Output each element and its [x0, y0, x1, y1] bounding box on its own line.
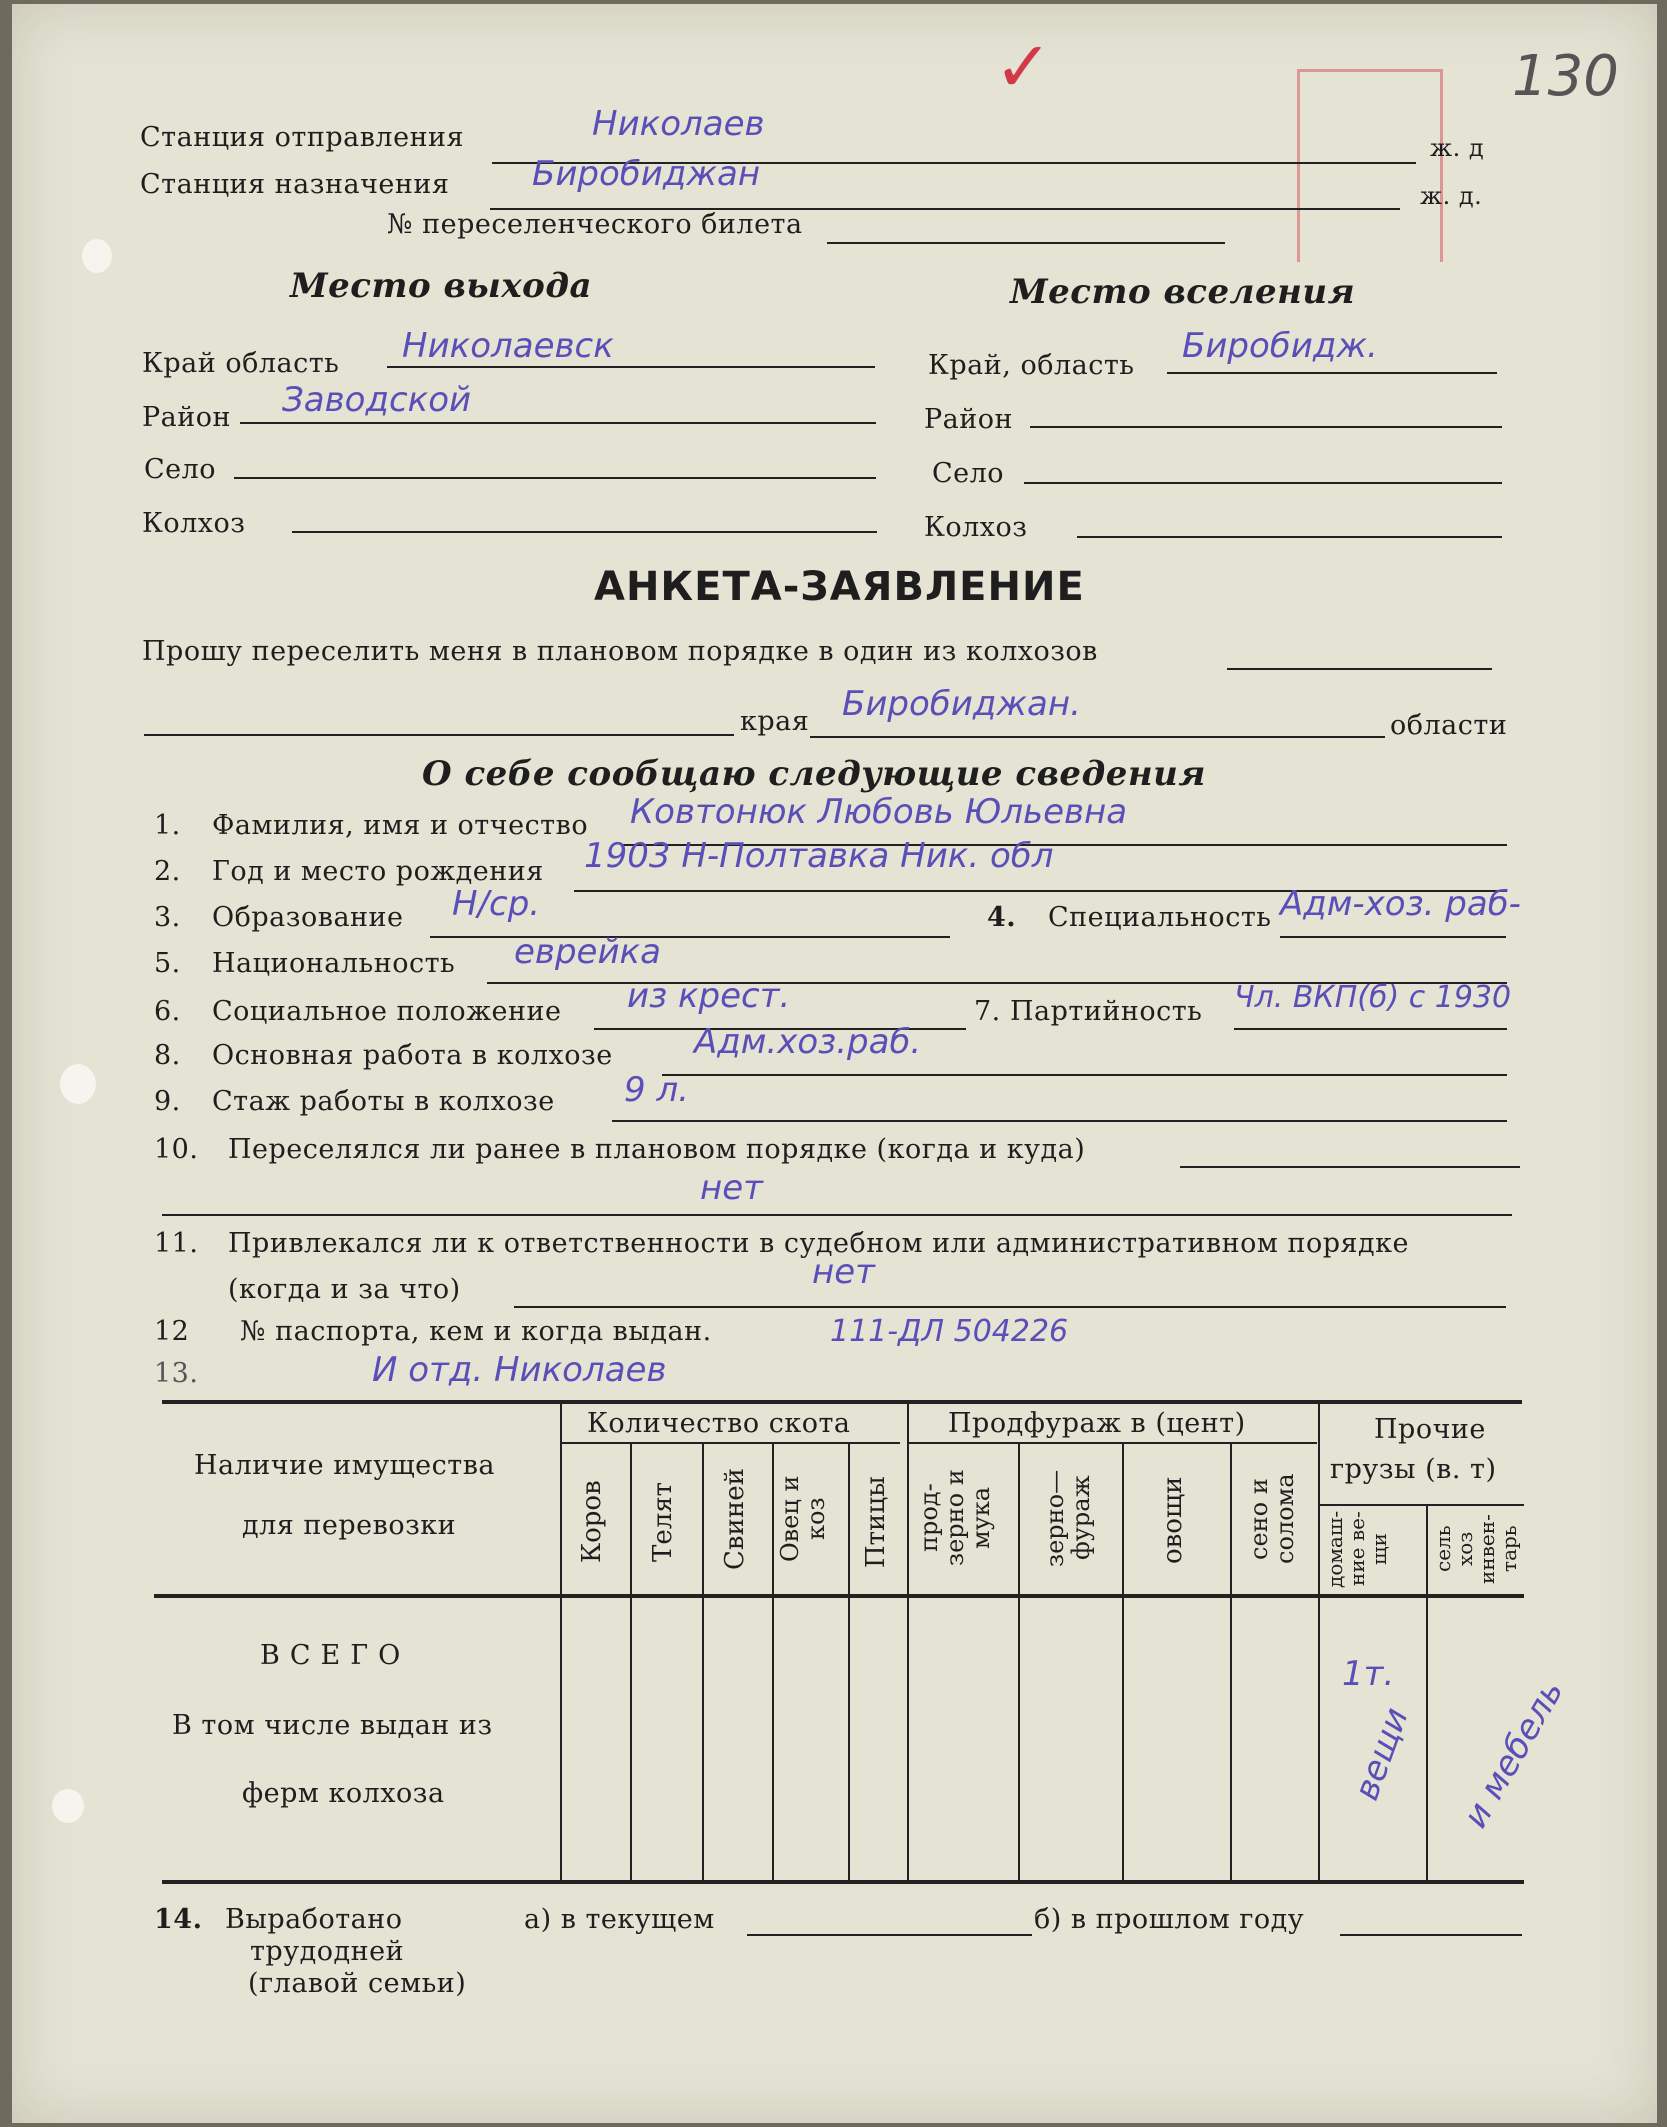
- household-value-1: 1т.: [1342, 1654, 1395, 1694]
- col-hay-line-1: сено и: [1245, 1478, 1273, 1560]
- previous-year-label: б) в прошлом году: [1034, 1904, 1305, 1935]
- group-other-1: Прочие: [1374, 1414, 1486, 1445]
- footer-number: 14.: [154, 1904, 203, 1935]
- col-divider: [772, 1442, 774, 1880]
- field-5-value: еврейка: [514, 932, 661, 972]
- origin-district-value: Заводской: [282, 380, 472, 420]
- col-calves: Телят: [648, 1481, 678, 1563]
- col-divider: [907, 1400, 909, 1880]
- issued-label-2: ферм колхоза: [242, 1778, 445, 1809]
- row-header-2: для перевозки: [242, 1510, 457, 1541]
- col-birds: Птицы: [861, 1476, 891, 1568]
- binder-hole: [82, 239, 112, 273]
- origin-village-line: [234, 477, 876, 479]
- col-fodder: [1042, 1448, 1094, 1588]
- field-10-line: [1180, 1166, 1520, 1168]
- col-sheep-line-1: Овец и: [776, 1475, 804, 1563]
- field-10-line-2: [162, 1214, 1512, 1216]
- binder-hole: [52, 1789, 84, 1823]
- settlement-region-value: Биробидж.: [1182, 326, 1378, 366]
- oblast-label: области: [1390, 710, 1508, 741]
- col-pigs: Свиней: [720, 1468, 750, 1570]
- col-agri-line-4: тарь: [1497, 1525, 1521, 1573]
- group-underline-fodder: [907, 1442, 1317, 1444]
- col-agri: [1432, 1506, 1520, 1592]
- settlement-village-line: [1024, 482, 1502, 484]
- field-9-label: Стаж работы в колхозе: [212, 1086, 555, 1117]
- destination-value: Биробиджан: [532, 154, 761, 194]
- form-subtitle: О себе сообщаю следующие сведения: [422, 754, 1206, 794]
- origin-district-label: Район: [142, 402, 232, 433]
- field-2-number: 2.: [154, 856, 181, 887]
- col-divider: [1122, 1442, 1124, 1880]
- field-8-value: Адм.хоз.раб.: [694, 1022, 922, 1062]
- col-fodder-line-2: фураж: [1067, 1475, 1095, 1561]
- field-7-number: 7.: [974, 996, 1001, 1027]
- settlement-district-line: [1030, 426, 1502, 428]
- household-value-2: вещи: [1346, 1702, 1417, 1806]
- field-6-value: из крест.: [627, 976, 791, 1016]
- origin-region-value: Николаевск: [402, 326, 614, 366]
- field-11-label: Привлекался ли к ответственности в судебном или административном порядке: [228, 1228, 1410, 1259]
- col-household-line-3: щи: [1367, 1533, 1391, 1565]
- col-divider: [848, 1442, 850, 1880]
- settlement-region-label: Край, область: [928, 350, 1135, 381]
- col-vegetables: овощи: [1158, 1476, 1188, 1564]
- origin-kolkhoz-label: Колхоз: [142, 508, 246, 539]
- settlement-village-label: Село: [932, 458, 1005, 489]
- field-5-label: Национальность: [212, 948, 456, 979]
- field-3-value: Н/ср.: [452, 884, 541, 924]
- field-6-number: 6.: [154, 996, 181, 1027]
- field-4-label: Специальность: [1048, 902, 1272, 933]
- field-6-label: Социальное положение: [212, 996, 562, 1027]
- departure-value: Николаев: [592, 104, 765, 144]
- field-8-number: 8.: [154, 1040, 181, 1071]
- field-10-value: нет: [700, 1168, 763, 1208]
- settlement-kolkhoz-line: [1077, 536, 1502, 538]
- col-divider: [560, 1400, 562, 1880]
- field-11-label-2: (когда и за что): [228, 1274, 461, 1305]
- check-mark: ✓: [994, 26, 1053, 108]
- destination-suffix: ж. д.: [1420, 182, 1483, 210]
- field-4-line: [1280, 936, 1506, 938]
- col-household-line-1: домаш-: [1323, 1510, 1347, 1588]
- col-divider: [1230, 1442, 1232, 1880]
- binder-hole: [60, 1064, 96, 1104]
- field-13-value: И отд. Николаев: [372, 1350, 667, 1390]
- group-fodder: Продфураж в (цент): [948, 1408, 1246, 1439]
- field-11-value: нет: [812, 1252, 875, 1292]
- footer-label-3: (главой семьи): [248, 1968, 467, 1999]
- krai-value: Биробиджан.: [842, 684, 1081, 724]
- red-stamp-mark: [1297, 69, 1443, 262]
- issued-label-1: В том числе выдан из: [172, 1710, 493, 1741]
- settlement-region-line: [1167, 372, 1497, 374]
- field-4-number: 4.: [987, 902, 1017, 933]
- form-title: АНКЕТА-ЗАЯВЛЕНИЕ: [594, 564, 1085, 610]
- field-9-line: [612, 1120, 1507, 1122]
- col-divider: [1426, 1504, 1428, 1880]
- destination-label: Станция назначения: [140, 169, 450, 200]
- field-10-label: Переселялся ли ранее в плановом порядке (когда и куда): [228, 1134, 1086, 1165]
- field-8-label: Основная работа в колхозе: [212, 1040, 613, 1071]
- current-year-label: а) в текущем: [524, 1904, 715, 1935]
- krai-line: [810, 736, 1385, 738]
- group-other-2: грузы (в. т): [1330, 1454, 1497, 1485]
- settlement-kolkhoz-label: Колхоз: [924, 512, 1028, 543]
- origin-region-line: [387, 366, 875, 368]
- field-7-line: [1234, 1028, 1507, 1030]
- origin-village-label: Село: [144, 454, 217, 485]
- household-value-3: и мебель: [1455, 1673, 1572, 1835]
- col-grain-line-2: зерно и: [941, 1469, 969, 1567]
- ticket-label: № переселенческого билета: [387, 209, 803, 240]
- col-divider: [702, 1442, 704, 1880]
- ticket-line: [827, 242, 1225, 244]
- col-grain-line-1: прод-: [915, 1483, 943, 1553]
- form-sheet: [12, 4, 1657, 2123]
- col-sheep: [777, 1454, 829, 1584]
- col-agri-line-1: сель: [1431, 1525, 1455, 1573]
- col-agri-line-3: инвен-: [1475, 1514, 1499, 1584]
- field-9-number: 9.: [154, 1086, 181, 1117]
- settlement-heading: Место вселения: [1010, 272, 1356, 312]
- origin-kolkhoz-line: [292, 531, 877, 533]
- col-cows: Коров: [577, 1480, 607, 1564]
- col-hay: [1246, 1454, 1298, 1584]
- field-9-value: 9 л.: [624, 1070, 689, 1110]
- krai-blank-line: [144, 734, 734, 736]
- field-7-label: Партийность: [1010, 996, 1203, 1027]
- col-fodder-line-1: зерно—: [1041, 1469, 1069, 1567]
- settlement-district-label: Район: [924, 404, 1014, 435]
- previous-year-line: [1340, 1934, 1522, 1936]
- field-3-line: [430, 936, 950, 938]
- field-1-number: 1.: [154, 810, 181, 841]
- departure-suffix: ж. д: [1430, 134, 1485, 162]
- table-bottom-border: [162, 1880, 1524, 1884]
- origin-region-label: Край область: [142, 348, 340, 379]
- total-label: ВСЕГО: [260, 1640, 411, 1671]
- field-12-value: 111-ДЛ 504226: [830, 1314, 1069, 1349]
- field-1-label: Фамилия, имя и отчество: [212, 810, 589, 841]
- field-3-label: Образование: [212, 902, 404, 933]
- col-divider: [630, 1442, 632, 1880]
- field-12-number: 12: [154, 1316, 190, 1347]
- departure-label: Станция отправления: [140, 122, 465, 153]
- field-10-number: 10.: [154, 1134, 199, 1165]
- col-hay-line-2: солома: [1271, 1473, 1299, 1565]
- footer-label-2: трудодней: [250, 1936, 405, 1967]
- field-11-line: [514, 1306, 1506, 1308]
- field-12-label: № паспорта, кем и когда выдан.: [240, 1316, 712, 1347]
- col-grain-line-3: мука: [967, 1486, 995, 1550]
- col-grain: [916, 1448, 994, 1588]
- field-11-number: 11.: [154, 1228, 199, 1259]
- page-number: 130: [1512, 44, 1619, 109]
- col-divider: [1318, 1400, 1320, 1880]
- request-text: Прошу переселить меня в плановом порядке в один из колхозов: [142, 636, 1098, 667]
- col-agri-line-2: хоз: [1453, 1531, 1477, 1567]
- field-3-number: 3.: [154, 902, 181, 933]
- footer-label-1: Выработано: [225, 1904, 403, 1935]
- field-2-value: 1903 Н-Полтавка Ник. обл: [584, 836, 1054, 876]
- col-household-line-2: ние ве-: [1345, 1511, 1369, 1587]
- field-8-line: [662, 1074, 1507, 1076]
- field-7-value: Чл. ВКП(б) с 1930: [1234, 980, 1512, 1015]
- col-sheep-line-2: коз: [802, 1497, 830, 1541]
- current-year-line: [747, 1934, 1032, 1936]
- request-line: [1227, 668, 1492, 670]
- col-household: [1324, 1506, 1390, 1592]
- field-5-number: 5.: [154, 948, 181, 979]
- krai-label: края: [740, 706, 810, 737]
- row-header-1: Наличие имущества: [194, 1450, 496, 1481]
- col-divider: [1018, 1442, 1020, 1880]
- group-livestock: Количество скота: [587, 1408, 851, 1439]
- origin-heading: Место выхода: [290, 266, 593, 306]
- origin-district-line: [240, 422, 876, 424]
- field-13-number: 13.: [154, 1358, 199, 1389]
- field-2-label: Год и место рождения: [212, 856, 544, 887]
- field-1-value: Ковтонюк Любовь Юльевна: [630, 792, 1128, 832]
- field-4-value: Адм-хоз. раб-: [1280, 884, 1521, 924]
